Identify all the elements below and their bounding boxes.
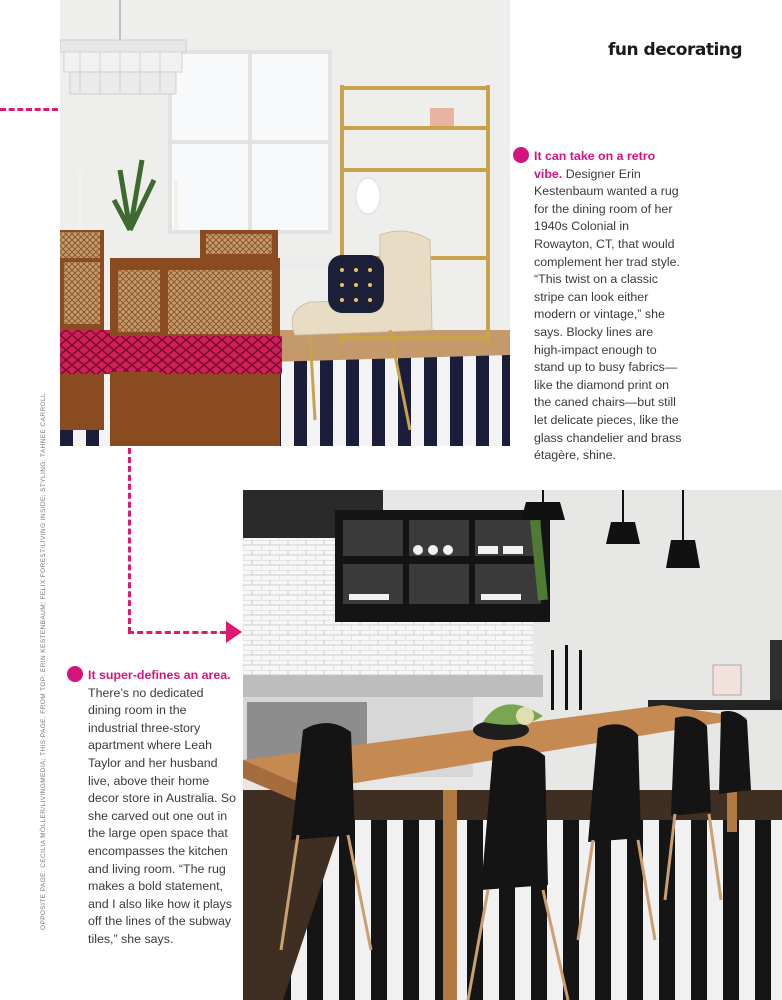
caption-body: There’s no dedicated dining room in the industrial three-story apartment where Leah Taylor and her husband live, above their home decor store in Australia. So she carved out one out in the large open space that encompasses the kitchen and living room. “The rug makes a bold statement, and I also like how it plays off the lines of the subway tiles,” she says. (88, 685, 237, 946)
connector-line-vertical (128, 448, 131, 633)
caption-body: Designer Erin Kestenbaum wanted a rug for the dining room of her 1940s Colonial in Rowayton, CT, that would complement her trad style. “This twist on a classic stripe can look either modern or vintage,” she says. Blocky lines are high-impact enough to stand up to busy fabrics—like the diamond print on the caned chairs—but still let delicate pieces, like the glass chandelier and brass étagère, shine. (534, 166, 682, 463)
caption-lead: It super-defines an area. (88, 668, 231, 682)
caption-defines-area (88, 667, 238, 949)
connector-line-bottom (128, 631, 226, 634)
connector-arrow-icon (226, 621, 242, 643)
photo-industrial-dining-area (243, 490, 782, 1000)
photo-retro-dining-room (60, 0, 510, 446)
section-label: fun decorating (608, 40, 743, 60)
caption-bullet-icon (513, 147, 529, 163)
caption-bullet-icon (67, 666, 83, 682)
photo-credits: OPPOSITE PAGE: CECILIA MÖLLER/LIVINGMEDIA; THIS PAGE, FROM TOP: ERIN KESTENBAUM; FELIX FOREST/LIVING INSIDE; STYLING: TAHNEE CARROLL (40, 392, 47, 930)
connector-line-top (0, 108, 58, 111)
caption-lead: It can take on a retro vibe. (534, 149, 656, 181)
caption-retro-vibe (534, 148, 684, 465)
